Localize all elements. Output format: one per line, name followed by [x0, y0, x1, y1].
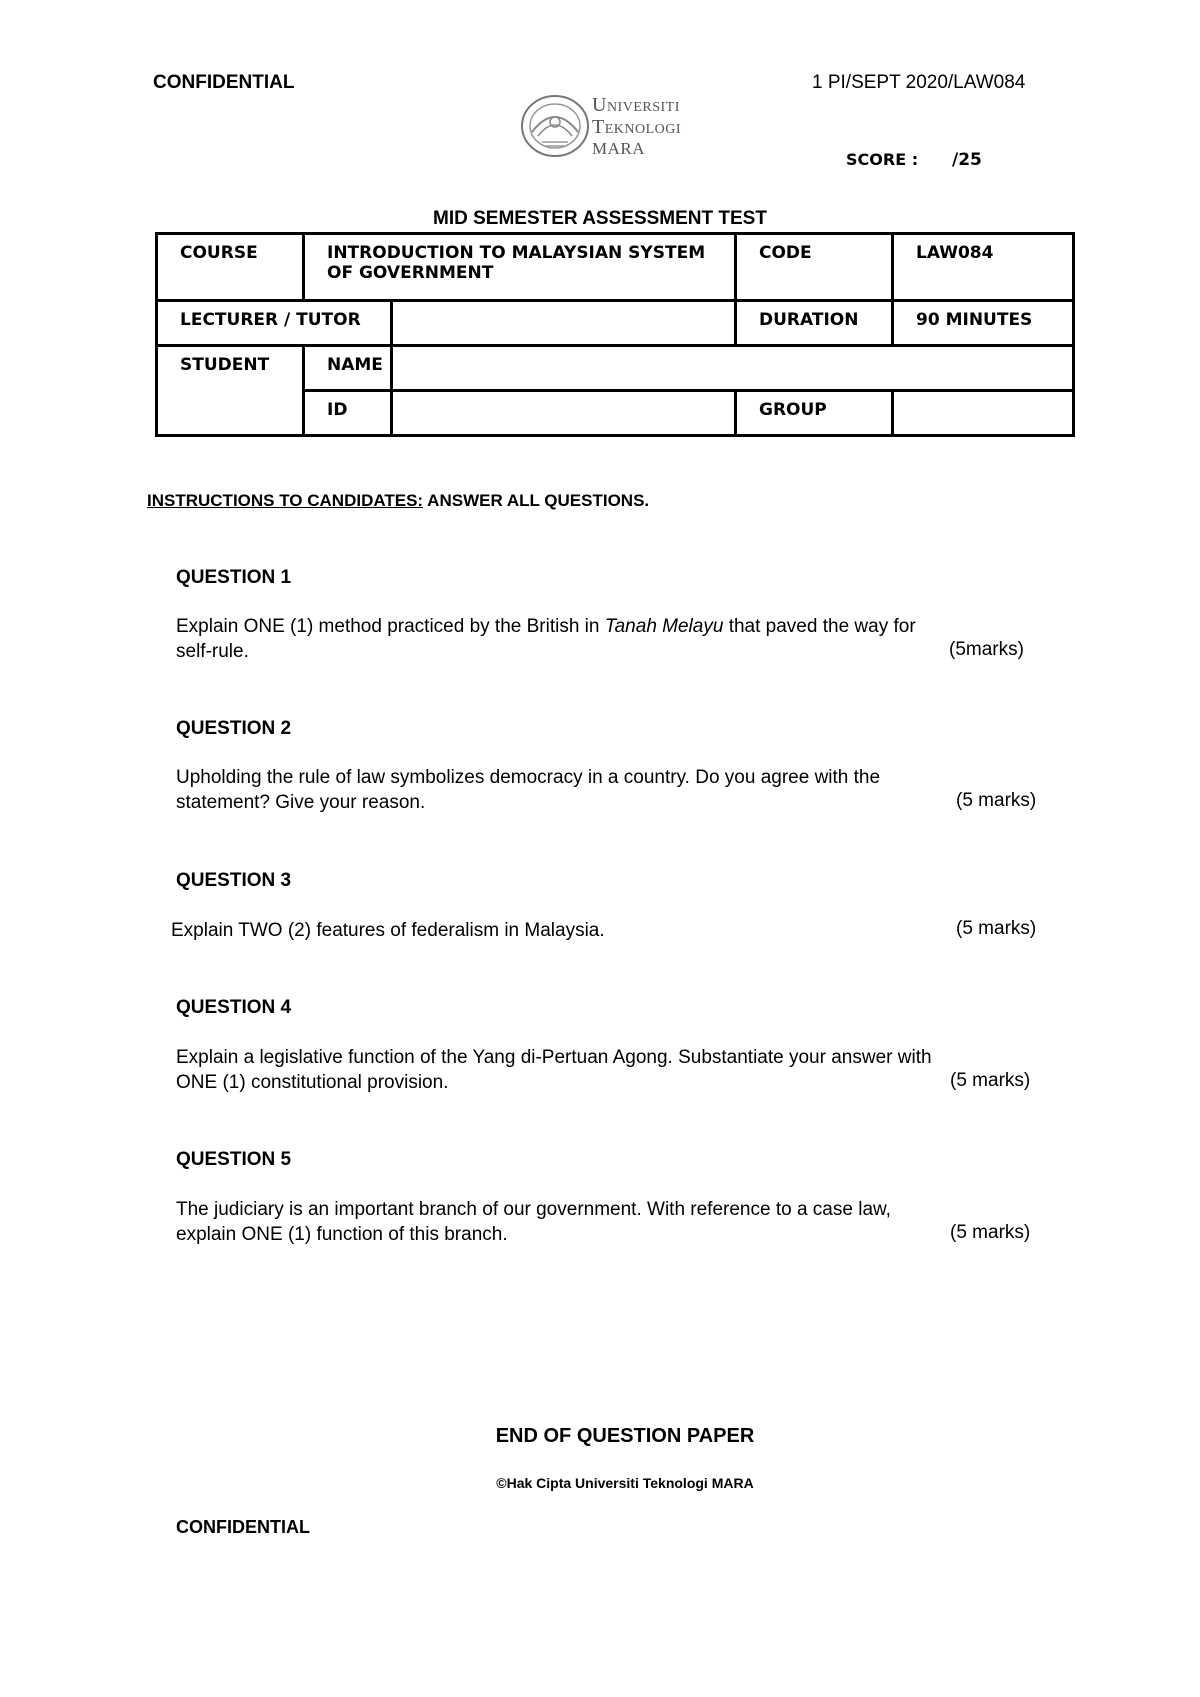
confidential-header: CONFIDENTIAL	[153, 72, 295, 93]
id-field[interactable]	[392, 391, 736, 436]
group-field[interactable]	[893, 391, 1074, 436]
question-3-marks: (5 marks)	[956, 918, 1037, 939]
course-label: COURSE	[157, 234, 304, 301]
logo-word-teknologi: Teknologi	[592, 116, 682, 138]
code-value: LAW084	[893, 234, 1074, 301]
university-logo	[520, 92, 720, 158]
lecturer-field[interactable]	[392, 301, 736, 346]
question-2-marks: (5 marks)	[956, 790, 1037, 811]
score-label: SCORE :	[846, 150, 919, 169]
tanah-melayu-term: Tanah Melayu	[604, 616, 724, 637]
name-label: NAME	[304, 346, 392, 391]
name-field[interactable]	[392, 346, 1074, 391]
confidential-footer: CONFIDENTIAL	[176, 1517, 310, 1537]
paper-title: MID SEMESTER ASSESSMENT TEST	[433, 208, 767, 229]
question-5-text: The judiciary is an important branch of our government. With reference to a case law, explain ONE (1) function of this branch.	[176, 1199, 891, 1245]
end-of-paper: END OF QUESTION PAPER	[495, 1425, 755, 1447]
score-box	[846, 150, 982, 170]
question-2-text: Upholding the rule of law symbolizes democracy in a country. Do you agree with the statement? Give your reason.	[176, 767, 881, 813]
question-4-heading: QUESTION 4	[176, 997, 292, 1018]
lecturer-label: LECTURER / TUTOR	[157, 301, 392, 346]
score-total: /25	[952, 150, 982, 170]
question-4-text: Explain a legislative function of the Yang di-Pertuan Agong. Substantiate your answer with ONE (1) constitutional provision.	[176, 1047, 932, 1093]
paper-reference: 1 PI/SEPT 2020/LAW084	[812, 72, 1026, 93]
id-label: ID	[304, 391, 392, 436]
logo-word-universiti: Universiti	[592, 94, 680, 116]
logo-word-mara: MARA	[592, 139, 646, 158]
question-3-text: Explain TWO (2) features of federalism in Malaysia.	[171, 920, 605, 941]
question-5-marks: (5 marks)	[950, 1222, 1031, 1243]
question-4-marks: (5 marks)	[950, 1070, 1031, 1091]
course-value: INTRODUCTION TO MALAYSIAN SYSTEM OF GOVERNMENT	[304, 234, 736, 301]
question-2-heading: QUESTION 2	[176, 718, 292, 739]
question-5-heading: QUESTION 5	[176, 1149, 292, 1170]
duration-value: 90 MINUTES	[893, 301, 1074, 346]
code-label: CODE	[736, 234, 893, 301]
copyright-notice: ©Hak Cipta Universiti Teknologi MARA	[496, 1475, 754, 1491]
instructions-text: ANSWER ALL QUESTIONS.	[423, 491, 650, 510]
duration-label: DURATION	[736, 301, 893, 346]
question-1-marks: (5marks)	[949, 639, 1024, 660]
question-1-heading: QUESTION 1	[176, 567, 292, 588]
course-info-table	[155, 232, 1075, 437]
instructions-label: INSTRUCTIONS TO CANDIDATES:	[147, 491, 424, 510]
instructions	[147, 491, 649, 511]
student-label: STUDENT	[157, 346, 304, 436]
group-label: GROUP	[736, 391, 893, 436]
question-1-text: Explain ONE (1) method practiced by the British in Tanah Melayu that paved the way for self-rule.	[176, 616, 916, 662]
question-3-heading: QUESTION 3	[176, 870, 292, 891]
university-crest-icon	[520, 92, 590, 158]
